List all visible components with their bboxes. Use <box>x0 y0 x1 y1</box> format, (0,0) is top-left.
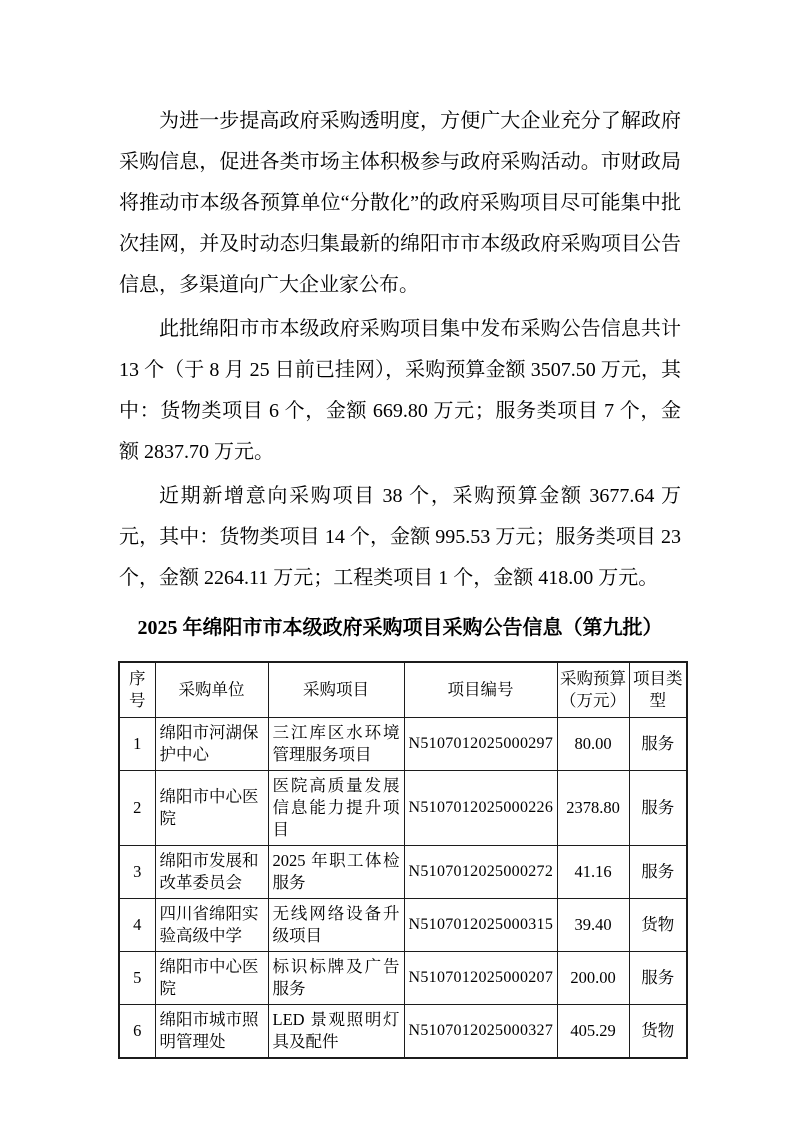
cell-project: 医院高质量发展信息能力提升项目 <box>268 771 404 846</box>
cell-budget: 80.00 <box>557 718 629 771</box>
table-row <box>119 846 687 899</box>
cell-project-number: N5107012025000207 <box>404 952 557 1005</box>
cell-purchasing-unit: 绵阳市河湖保护中心 <box>155 718 268 771</box>
table-row <box>119 718 687 771</box>
cell-project: 2025 年职工体检服务 <box>268 846 404 899</box>
table-row <box>119 899 687 952</box>
cell-project: 无线网络设备升级项目 <box>268 899 404 952</box>
cell-seq: 6 <box>119 1005 155 1059</box>
cell-budget: 200.00 <box>557 952 629 1005</box>
cell-project-number: N5107012025000327 <box>404 1005 557 1059</box>
cell-budget: 41.16 <box>557 846 629 899</box>
header-budget: 采购预算（万元） <box>557 662 629 718</box>
cell-purchasing-unit: 绵阳市中心医院 <box>155 952 268 1005</box>
cell-purchasing-unit: 绵阳市中心医院 <box>155 771 268 846</box>
cell-project-type: 货物 <box>629 899 687 952</box>
new-intent-summary-paragraph: 近期新增意向采购项目 38 个，采购预算金额 3677.64 万元，其中：货物类项目 14 个，金额 995.53 万元；服务类项目 23 个，金额 2264.11 万元；工程类项目 1 个，金额 418.00 万元。 <box>119 485 681 589</box>
header-purchasing-unit: 采购单位 <box>155 662 268 718</box>
table-title: 2025 年绵阳市市本级政府采购项目采购公告信息（第九批） <box>137 617 663 639</box>
header-seq: 序号 <box>119 662 155 718</box>
cell-purchasing-unit: 四川省绵阳实验高级中学 <box>155 899 268 952</box>
cell-seq: 1 <box>119 718 155 771</box>
cell-seq: 4 <box>119 899 155 952</box>
cell-project-number: N5107012025000297 <box>404 718 557 771</box>
cell-purchasing-unit: 绵阳市发展和改革委员会 <box>155 846 268 899</box>
cell-project-type: 服务 <box>629 846 687 899</box>
cell-project-number: N5107012025000315 <box>404 899 557 952</box>
cell-project: LED 景观照明灯具及配件 <box>268 1005 404 1059</box>
current-batch-summary-paragraph: 此批绵阳市市本级政府采购项目集中发布采购公告信息共计 13 个（于 8 月 25 日前已挂网），采购预算金额 3507.50 万元，其中：货物类项目 6 个，金额 669.80 万元；服务类项目 7 个，金额 2837.70 万元。 <box>119 318 681 463</box>
cell-project-number: N5107012025000272 <box>404 846 557 899</box>
cell-project: 标识标牌及广告服务 <box>268 952 404 1005</box>
cell-seq: 3 <box>119 846 155 899</box>
procurement-table <box>118 661 688 1059</box>
cell-project-type: 服务 <box>629 718 687 771</box>
table-row <box>119 952 687 1005</box>
cell-seq: 5 <box>119 952 155 1005</box>
cell-project: 三江库区水环境管理服务项目 <box>268 718 404 771</box>
header-project-type: 项目类型 <box>629 662 687 718</box>
cell-purchasing-unit: 绵阳市城市照明管理处 <box>155 1005 268 1059</box>
cell-budget: 405.29 <box>557 1005 629 1059</box>
cell-budget: 2378.80 <box>557 771 629 846</box>
cell-budget: 39.40 <box>557 899 629 952</box>
cell-project-number: N5107012025000226 <box>404 771 557 846</box>
header-project: 采购项目 <box>268 662 404 718</box>
cell-project-type: 服务 <box>629 952 687 1005</box>
intro-paragraph: 为进一步提高政府采购透明度，方便广大企业充分了解政府采购信息，促进各类市场主体积极参与政府采购活动。市财政局将推动市本级各预算单位“分散化”的政府采购项目尽可能集中批次挂网，并及时动态归集最新的绵阳市市本级政府采购项目公告信息，多渠道向广大企业家公布。 <box>119 110 681 296</box>
header-project-number: 项目编号 <box>404 662 557 718</box>
cell-project-type: 货物 <box>629 1005 687 1059</box>
cell-seq: 2 <box>119 771 155 846</box>
table-row <box>119 1005 687 1059</box>
cell-project-type: 服务 <box>629 771 687 846</box>
table-header-row <box>119 662 687 718</box>
table-row <box>119 771 687 846</box>
